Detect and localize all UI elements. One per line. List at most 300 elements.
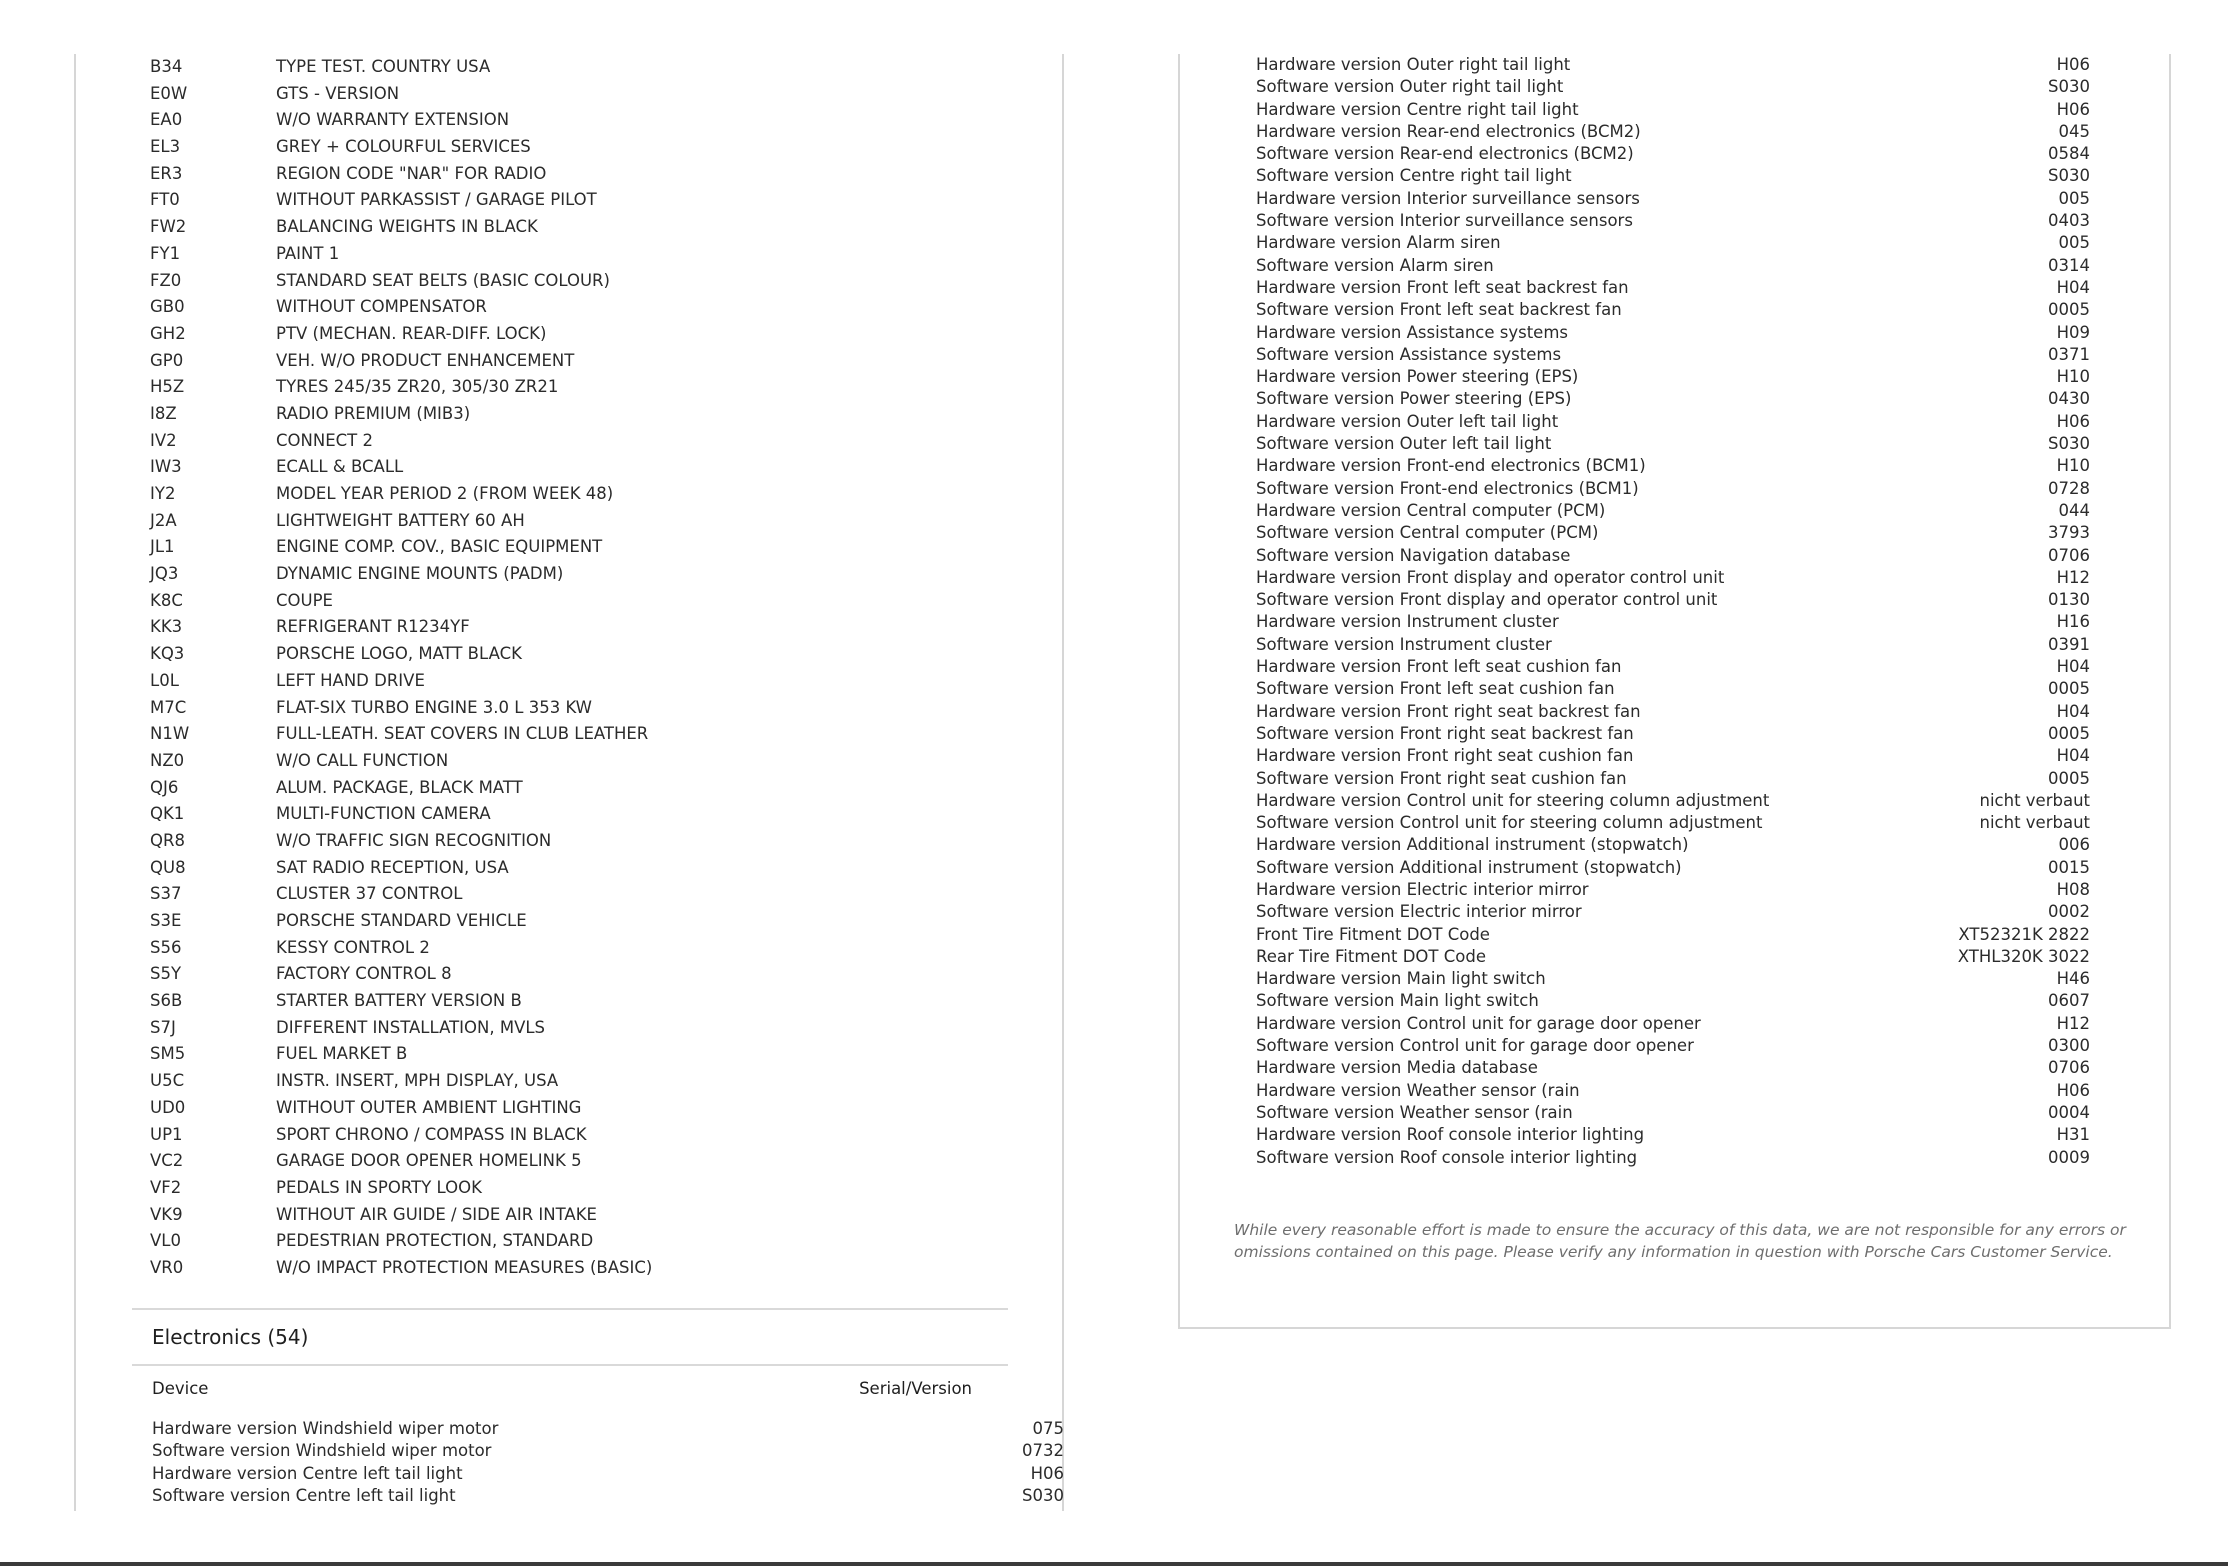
option-row [150,1095,652,1122]
option-row [150,481,652,508]
serial-version: H46 [2056,969,2090,989]
electronics-row [1256,255,2090,277]
left-page [74,54,1064,1511]
option-code: J2A [150,510,177,530]
device-name: Software version Assistance systems [1256,344,1562,364]
device-name: Hardware version Windshield wiper motor [152,1419,499,1438]
device-name: Hardware version Front right seat backrest fan [1256,701,1641,721]
serial-version: 0002 [2048,902,2090,922]
serial-version: XT52321K 2822 [1958,924,2090,944]
serial-version: 0005 [2048,300,2090,320]
serial-version: H06 [2056,99,2090,119]
disclaimer: While every reasonable effort is made to ensure the accuracy of this data, we are not responsible for any errors or omissions contained on this page. Please verify any information in question with Porsche Cars Customer Service. [1234,1221,2126,1261]
option-description: INSTR. INSERT, MPH DISPLAY, USA [276,1071,559,1091]
serial-version: H04 [2056,277,2090,297]
serial-version: XTHL320K 3022 [1957,946,2090,966]
device-name: Software version Front right seat backrest fan [1256,723,1634,743]
device-name: Software version Windshield wiper motor [152,1441,492,1461]
option-description: FULL-LEATH. SEAT COVERS IN CLUB LEATHER [276,724,649,744]
option-code: SM5 [150,1044,186,1064]
option-row [150,401,652,428]
option-description: DIFFERENT INSTALLATION, MVLS [276,1017,546,1037]
device-name: Software version Power steering (EPS) [1256,389,1572,409]
option-description: WITHOUT AIR GUIDE / SIDE AIR INTAKE [276,1204,597,1224]
option-description: PTV (MECHAN. REAR-DIFF. LOCK) [276,323,547,343]
electronics-row [152,1418,1064,1440]
option-row [150,454,652,481]
option-code: QU8 [150,857,186,877]
option-description: WITHOUT PARKASSIST / GARAGE PILOT [276,190,597,210]
electronics-row [1256,924,2090,946]
options-list [150,54,652,1282]
device-name: Hardware version Instrument cluster [1256,612,1559,632]
serial-version: H06 [2056,1080,2090,1100]
serial-version: nicht verbaut [1979,790,2090,810]
electronics-row [1256,879,2090,901]
electronics-row [1256,678,2090,700]
device-name: Hardware version Interior surveillance sensors [1256,188,1640,208]
serial-version: H09 [2056,322,2090,342]
electronics-row [1256,812,2090,834]
device-name: Hardware version Front left seat cushion fan [1256,657,1622,677]
device-name: Software version Outer right tail light [1256,77,1564,97]
option-row [150,1255,652,1282]
option-description: PEDALS IN SPORTY LOOK [276,1177,482,1197]
electronics-row [1256,54,2090,76]
device-name: Software version Centre right tail light [1256,166,1572,186]
option-row [150,374,652,401]
option-code: JL1 [150,537,175,557]
electronics-row [1256,76,2090,98]
serial-version: 006 [2058,835,2090,855]
device-name: Software version Main light switch [1256,991,1539,1011]
electronics-row [1256,455,2090,477]
electronics-row [152,1463,1064,1485]
option-row [150,614,652,641]
option-description: STARTER BATTERY VERSION B [276,991,522,1011]
option-code: U5C [150,1071,185,1091]
option-description: W/O TRAFFIC SIGN RECOGNITION [276,830,552,850]
electronics-row [1256,990,2090,1012]
serial-version: 0015 [2048,857,2090,877]
serial-version: S030 [2048,77,2090,97]
device-name: Software version Navigation database [1256,545,1571,565]
device-name: Software version Roof console interior lighting [1256,1147,1638,1167]
serial-version: S030 [2048,434,2090,454]
serial-version: H06 [1030,1463,1064,1483]
electronics-row [1256,567,2090,589]
option-row [150,1041,652,1068]
serial-version: nicht verbaut [1979,813,2090,833]
device-name: Software version Front left seat backrest fan [1256,300,1622,320]
option-code: GP0 [150,350,184,370]
option-row [150,748,652,775]
option-row [150,81,652,108]
electronics-row [1256,99,2090,121]
serial-version: H10 [2056,456,2090,476]
device-name: Software version Weather sensor (rain [1256,1102,1573,1122]
option-description: ENGINE COMP. COV., BASIC EQUIPMENT [276,537,603,557]
device-name: Software version Interior surveillance sensors [1256,211,1633,231]
option-row [150,935,652,962]
option-code: S37 [150,884,182,904]
option-code: K8C [150,590,183,610]
option-description: REFRIGERANT R1234YF [276,617,470,637]
option-code: H5Z [150,377,185,397]
serial-version: 0607 [2048,991,2090,1011]
option-description: CLUSTER 37 CONTROL [276,884,463,904]
serial-version: 005 [2058,188,2090,208]
device-name: Hardware version Front right seat cushion fan [1256,746,1634,766]
option-code: IV2 [150,430,177,450]
electronics-row [1256,790,2090,812]
option-code: S6B [150,991,183,1011]
device-name: Hardware version Rear-end electronics (BCM2) [1256,121,1641,141]
option-code: IW3 [150,457,182,477]
option-description: WITHOUT COMPENSATOR [276,297,487,317]
serial-version: H31 [2056,1125,2090,1145]
device-name: Hardware version Main light switch [1256,969,1546,989]
option-description: PORSCHE STANDARD VEHICLE [276,911,527,930]
device-name: Software version Centre left tail light [152,1485,456,1505]
option-description: MODEL YEAR PERIOD 2 (FROM WEEK 48) [276,484,614,503]
option-code: S5Y [150,964,182,984]
option-code: FZ0 [150,270,182,290]
option-row [150,1068,652,1095]
electronics-row [1256,1080,2090,1102]
option-row [150,881,652,908]
device-name: Hardware version Outer right tail light [1256,55,1571,74]
option-code: FT0 [150,190,180,210]
device-name: Software version Outer left tail light [1256,434,1552,454]
device-name: Software version Control unit for garage door opener [1256,1036,1694,1056]
electronics-row [1256,656,2090,678]
option-description: W/O CALL FUNCTION [276,750,449,770]
device-name: Software version Front left seat cushion fan [1256,679,1615,699]
electronics-row [1256,1057,2090,1079]
device-name: Hardware version Alarm siren [1256,233,1501,253]
option-description: W/O WARRANTY EXTENSION [276,110,510,130]
option-description: PORSCHE LOGO, MATT BLACK [276,644,522,664]
serial-version: H08 [2056,879,2090,899]
device-name: Hardware version Media database [1256,1058,1538,1078]
device-name: Hardware version Control unit for garage door opener [1256,1013,1701,1033]
divider [132,1308,1008,1310]
electronics-row [152,1485,1064,1507]
option-row [150,721,652,748]
option-description: ALUM. PACKAGE, BLACK MATT [276,777,523,797]
electronics-row [1256,611,2090,633]
option-description: SPORT CHRONO / COMPASS IN BLACK [276,1124,587,1144]
option-code: IY2 [150,484,176,503]
electronics-row [1256,946,2090,968]
device-name: Software version Front-end electronics (BCM1) [1256,478,1639,498]
serial-version: 0732 [1022,1441,1064,1461]
serial-version: S030 [1022,1485,1064,1505]
option-description: KESSY CONTROL 2 [276,937,430,957]
device-name: Hardware version Front-end electronics (BCM1) [1256,456,1646,476]
option-row [150,1228,652,1255]
option-code: M7C [150,697,187,717]
electronics-row [1256,299,2090,321]
serial-version: 0005 [2048,768,2090,788]
electronics-row [1256,143,2090,165]
option-code: S56 [150,937,182,957]
option-row [150,961,652,988]
option-code: L0L [150,670,179,690]
serial-version: 0005 [2048,723,2090,743]
option-row [150,134,652,161]
option-row [150,1122,652,1149]
electronics-row [1256,433,2090,455]
serial-version: 075 [1032,1419,1064,1438]
device-name: Hardware version Assistance systems [1256,322,1569,342]
option-code: KQ3 [150,644,185,664]
option-row [150,695,652,722]
electronics-row [1256,634,2090,656]
divider [132,1364,1008,1366]
option-row [150,268,652,295]
serial-column-header: Serial/Version [859,1379,972,1398]
option-description: PAINT 1 [276,243,340,263]
serial-version: 0403 [2048,211,2090,231]
option-row [150,668,652,695]
option-code: EL3 [150,137,181,157]
option-row [150,1175,652,1202]
serial-version: S030 [2048,166,2090,186]
electronics-row [1256,745,2090,767]
serial-version: 044 [2058,500,2090,520]
electronics-row [1256,522,2090,544]
option-row [150,561,652,588]
electronics-row [152,1440,1064,1462]
option-description: BALANCING WEIGHTS IN BLACK [276,217,538,237]
option-row [150,534,652,561]
option-row [150,988,652,1015]
right-page [1178,54,2171,1329]
option-code: VR0 [150,1257,184,1277]
option-description: W/O IMPACT PROTECTION MEASURES (BASIC) [276,1257,653,1277]
bottom-edge [0,1562,2228,1566]
device-name: Hardware version Front left seat backrest fan [1256,277,1629,297]
option-code: VC2 [150,1151,184,1171]
option-description: PEDESTRIAN PROTECTION, STANDARD [276,1231,594,1251]
electronics-row [1256,1147,2090,1169]
option-row [150,107,652,134]
option-code: VF2 [150,1177,182,1197]
option-row [150,828,652,855]
serial-version: 0706 [2048,545,2090,565]
device-name: Software version Front display and operator control unit [1256,590,1718,610]
device-name: Software version Instrument cluster [1256,634,1552,654]
serial-version: 045 [2058,121,2090,141]
serial-version: 0004 [2048,1102,2090,1122]
serial-version: 0391 [2048,634,2090,654]
electronics-row [1256,701,2090,723]
device-name: Rear Tire Fitment DOT Code [1256,946,1486,966]
serial-version: 0430 [2048,389,2090,409]
serial-version: H12 [2056,1013,2090,1033]
device-name: Hardware version Centre right tail light [1256,99,1579,119]
option-code: GB0 [150,297,185,317]
option-row [150,161,652,188]
option-code: VK9 [150,1204,183,1224]
serial-version: 0584 [2048,144,2090,164]
electronics-row [1256,478,2090,500]
serial-version: 0005 [2048,679,2090,699]
option-code: S7J [150,1017,176,1037]
electronics-row [1256,589,2090,611]
device-name: Hardware version Weather sensor (rain [1256,1080,1580,1100]
option-description: TYPE TEST. COUNTRY USA [276,57,491,76]
option-row [150,1015,652,1042]
device-column-header: Device [152,1379,209,1398]
option-code: FW2 [150,217,187,237]
option-code: QR8 [150,830,185,850]
option-code: EA0 [150,110,183,130]
electronics-row [1256,857,2090,879]
option-code: GH2 [150,323,186,343]
option-row [150,428,652,455]
electronics-row [1256,834,2090,856]
device-name: Hardware version Control unit for steering column adjustment [1256,790,1770,810]
serial-version: 0728 [2048,478,2090,498]
electronics-row [1256,366,2090,388]
serial-version: 0009 [2048,1147,2090,1167]
option-code: JQ3 [150,564,179,584]
electronics-row [1256,500,2090,522]
serial-version: 3793 [2048,523,2090,543]
option-description: TYRES 245/35 ZR20, 305/30 ZR21 [276,377,559,397]
electronics-row [1256,545,2090,567]
option-description: MULTI-FUNCTION CAMERA [276,804,491,824]
electronics-row [1256,232,2090,254]
option-code: B34 [150,57,183,76]
option-code: KK3 [150,617,183,637]
option-code: FY1 [150,243,181,263]
option-row [150,321,652,348]
electronics-row [1256,165,2090,187]
option-code: S3E [150,911,182,930]
serial-version: H16 [2056,612,2090,632]
serial-version: H04 [2056,746,2090,766]
serial-version: H04 [2056,657,2090,677]
option-row [150,187,652,214]
option-description: VEH. W/O PRODUCT ENHANCEMENT [276,350,575,370]
option-row [150,775,652,802]
serial-version: H04 [2056,701,2090,721]
electronics-row [1256,121,2090,143]
option-description: FACTORY CONTROL 8 [276,964,452,984]
electronics-row [1256,1035,2090,1057]
option-code: ER3 [150,163,183,183]
device-name: Hardware version Central computer (PCM) [1256,500,1606,520]
option-code: QJ6 [150,777,179,797]
serial-version: 0130 [2048,590,2090,610]
serial-version: 0371 [2048,344,2090,364]
electronics-row [1256,277,2090,299]
option-row [150,348,652,375]
option-row [150,801,652,828]
option-code: UP1 [150,1124,183,1144]
option-description: COUPE [276,590,333,610]
option-description: GTS - VERSION [276,83,400,103]
serial-version: 0706 [2048,1058,2090,1078]
option-row [150,508,652,535]
electronics-list-right [1256,54,2092,1169]
option-code: N1W [150,724,190,744]
device-name: Software version Control unit for steering column adjustment [1256,813,1763,833]
device-name: Software version Electric interior mirror [1256,902,1582,922]
electronics-heading: Electronics (54) [152,1325,309,1349]
electronics-list-left [152,1418,1064,1507]
option-description: CONNECT 2 [276,430,373,450]
option-code: E0W [150,83,188,103]
option-row [150,214,652,241]
electronics-row [1256,768,2090,790]
option-description: LIGHTWEIGHT BATTERY 60 AH [276,510,525,530]
option-row [150,1202,652,1229]
option-row [150,908,652,935]
option-description: FUEL MARKET B [276,1044,408,1064]
option-row [150,294,652,321]
electronics-row [1256,723,2090,745]
electronics-row [1256,968,2090,990]
device-name: Hardware version Power steering (EPS) [1256,367,1579,387]
option-description: STANDARD SEAT BELTS (BASIC COLOUR) [276,270,610,290]
electronics-row [1256,210,2090,232]
option-row [150,241,652,268]
device-name: Hardware version Centre left tail light [152,1463,463,1483]
option-description: REGION CODE "NAR" FOR RADIO [276,163,547,183]
option-row [150,855,652,882]
electronics-row [1256,1124,2090,1146]
option-description: RADIO PREMIUM (MIB3) [276,403,471,423]
electronics-row [1256,901,2090,923]
option-code: NZ0 [150,750,185,770]
electronics-row [1256,411,2090,433]
option-code: QK1 [150,804,185,824]
serial-version: H10 [2056,367,2090,387]
serial-version: 005 [2058,233,2090,253]
serial-version: H06 [2056,411,2090,431]
option-code: VL0 [150,1231,181,1251]
electronics-row [1256,188,2090,210]
option-row [150,1148,652,1175]
electronics-row [1256,344,2090,366]
device-name: Software version Central computer (PCM) [1256,523,1599,543]
electronics-row [1256,322,2090,344]
device-name: Hardware version Additional instrument (stopwatch) [1256,835,1689,855]
device-name: Hardware version Roof console interior lighting [1256,1125,1645,1145]
option-description: DYNAMIC ENGINE MOUNTS (PADM) [276,564,564,584]
device-name: Software version Rear-end electronics (BCM2) [1256,144,1634,164]
option-description: GARAGE DOOR OPENER HOMELINK 5 [276,1151,582,1171]
option-row [150,641,652,668]
option-description: FLAT-SIX TURBO ENGINE 3.0 L 353 KW [276,697,592,717]
device-name: Software version Alarm siren [1256,255,1494,275]
serial-version: H12 [2056,567,2090,587]
device-name: Hardware version Outer left tail light [1256,411,1559,431]
option-description: LEFT HAND DRIVE [276,670,425,690]
option-code: I8Z [150,403,177,423]
electronics-row [1256,1013,2090,1035]
serial-version: H06 [2056,55,2090,74]
electronics-row [1256,1102,2090,1124]
device-name: Front Tire Fitment DOT Code [1256,924,1490,944]
option-description: WITHOUT OUTER AMBIENT LIGHTING [276,1097,582,1117]
option-row [150,54,652,81]
